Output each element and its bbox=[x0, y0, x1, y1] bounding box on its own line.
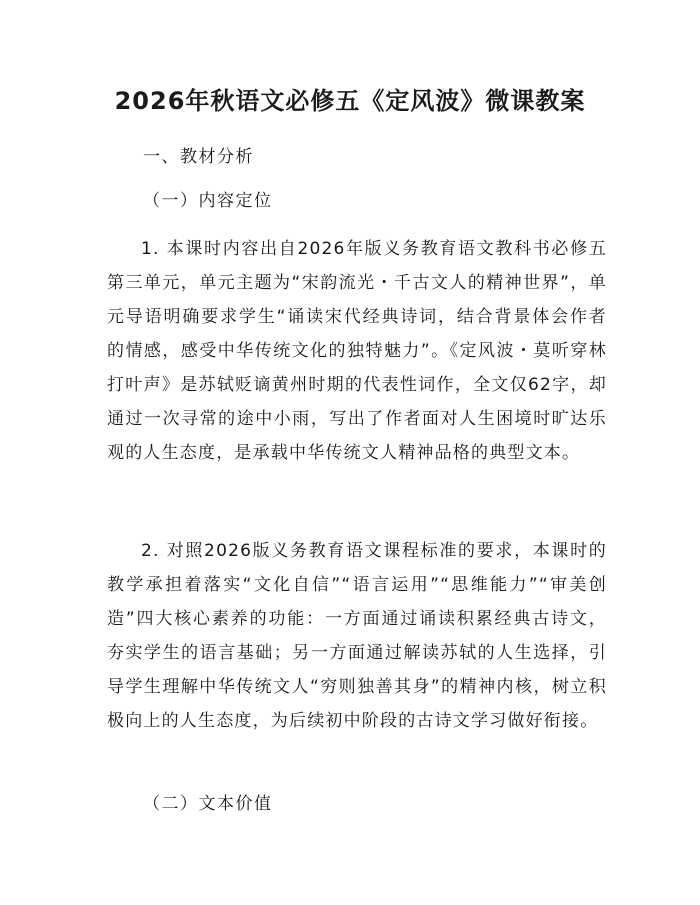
document-title: 2026年秋语文必修五《定风波》微课教案 bbox=[114, 87, 586, 115]
paragraph-2-text: 2. 对照2026版义务教育语文课程标准的要求，本课时的教学承担着落实“文化自信”“语言运用”“思维能力”“审美创造”四大核心素养的功能：一方面通过诵读积累经典古诗文，夯实学生的语言基础；另一方面通过解读苏轼的人生选择，引导学生理解中华传统文人“穷则独善其身”的精神内核，树立积极向上的人生态度，为后续初中阶段的古诗文学习做好衔接。 bbox=[107, 541, 607, 731]
section-heading-textbook-analysis: 一、教材分析 bbox=[143, 147, 254, 167]
paragraph-1-text: 1. 本课时内容出自2026年版义务教育语文教科书必修五第三单元，单元主题为“宋韵流光・千古文人的精神世界”，单元导语明确要求学生“诵读宋代经典诗词，结合背景体会作者的情感，感受中华传统文化的独特魅力”。《定风波・莫听穿林打叶声》是苏轼贬谪黄州时期的代表性词作，全文仅62字，却通过一次寻常的途中小雨，写出了作者面对人生困境时旷达乐观的人生态度，是承载中华传统文人精神品格的典型文本。 bbox=[107, 239, 607, 463]
paragraph-2 bbox=[107, 534, 607, 738]
paragraph-1 bbox=[107, 232, 607, 470]
subsection-heading-text-value: （二）文本价值 bbox=[143, 794, 273, 814]
subsection-heading-content-positioning: （一）内容定位 bbox=[143, 191, 273, 211]
